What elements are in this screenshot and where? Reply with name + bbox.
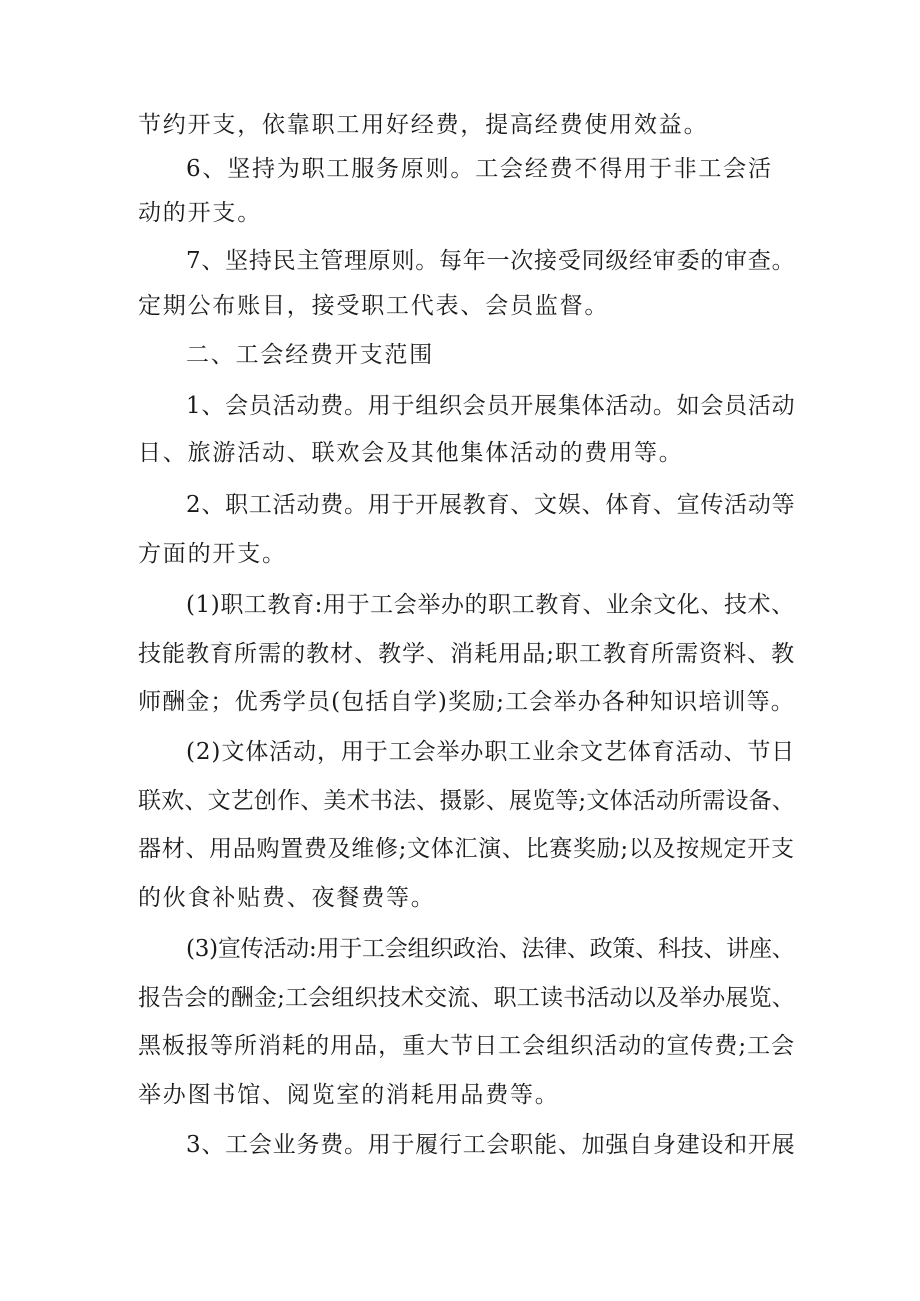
text-line: 动的开支。: [138, 200, 262, 226]
text-line: 6、坚持为职工服务原则。工会经费不得用于非工会活: [186, 156, 773, 182]
text-line: 2、职工活动费。用于开展教育、文娱、体育、宣传活动等: [186, 492, 796, 518]
text-line: 3、工会业务费。用于履行工会职能、加强自身建设和开展: [186, 1132, 796, 1158]
text-line: 举办图书馆、阅览室的消耗用品费等。: [138, 1082, 560, 1108]
text-line: 师酬金；优秀学员(包括自学)奖励;工会举办各种知识培训等。: [138, 689, 795, 715]
text-line: 7、坚持民主管理原则。每年一次接受同级经审委的审查。: [186, 248, 796, 274]
text-line: 定期公布账目，接受职工代表、会员监督。: [138, 293, 610, 319]
text-line: 报告会的酬金;工会组织技术交流、职工读书活动以及举办展览、: [138, 985, 795, 1011]
text-line: 器材、用品购置费及维修;文体汇演、比赛奖励;以及按规定开支: [138, 836, 795, 862]
text-line: (3)宣传活动:用于工会组织政治、法律、政策、科技、讲座、: [186, 936, 795, 962]
text-line: 日、旅游活动、联欢会及其他集体活动的费用等。: [138, 440, 684, 466]
text-line: 联欢、文艺创作、美术书法、摄影、展览等;文体活动所需设备、: [138, 788, 795, 814]
text-line: 黑板报等所消耗的用品，重大节日工会组织活动的宣传费;工会: [138, 1033, 796, 1059]
text-line: 1、会员活动费。用于组织会员开展集体活动。如会员活动: [186, 393, 796, 419]
text-line: (1)职工教育:用于工会举办的职工教育、业余文化、技术、: [186, 592, 795, 618]
text-line: 节约开支，依靠职工用好经费，提高经费使用效益。: [138, 112, 709, 138]
section-heading: 二、工会经费开支范围: [186, 342, 434, 368]
text-line: 方面的开支。: [138, 541, 287, 567]
text-line: 技能教育所需的教材、教学、消耗用品;职工教育所需资料、教: [138, 641, 796, 667]
text-line: 的伙食补贴费、夜餐费等。: [138, 885, 436, 911]
text-line: (2)文体活动，用于工会举办职工业余文艺体育活动、节日: [186, 739, 796, 765]
